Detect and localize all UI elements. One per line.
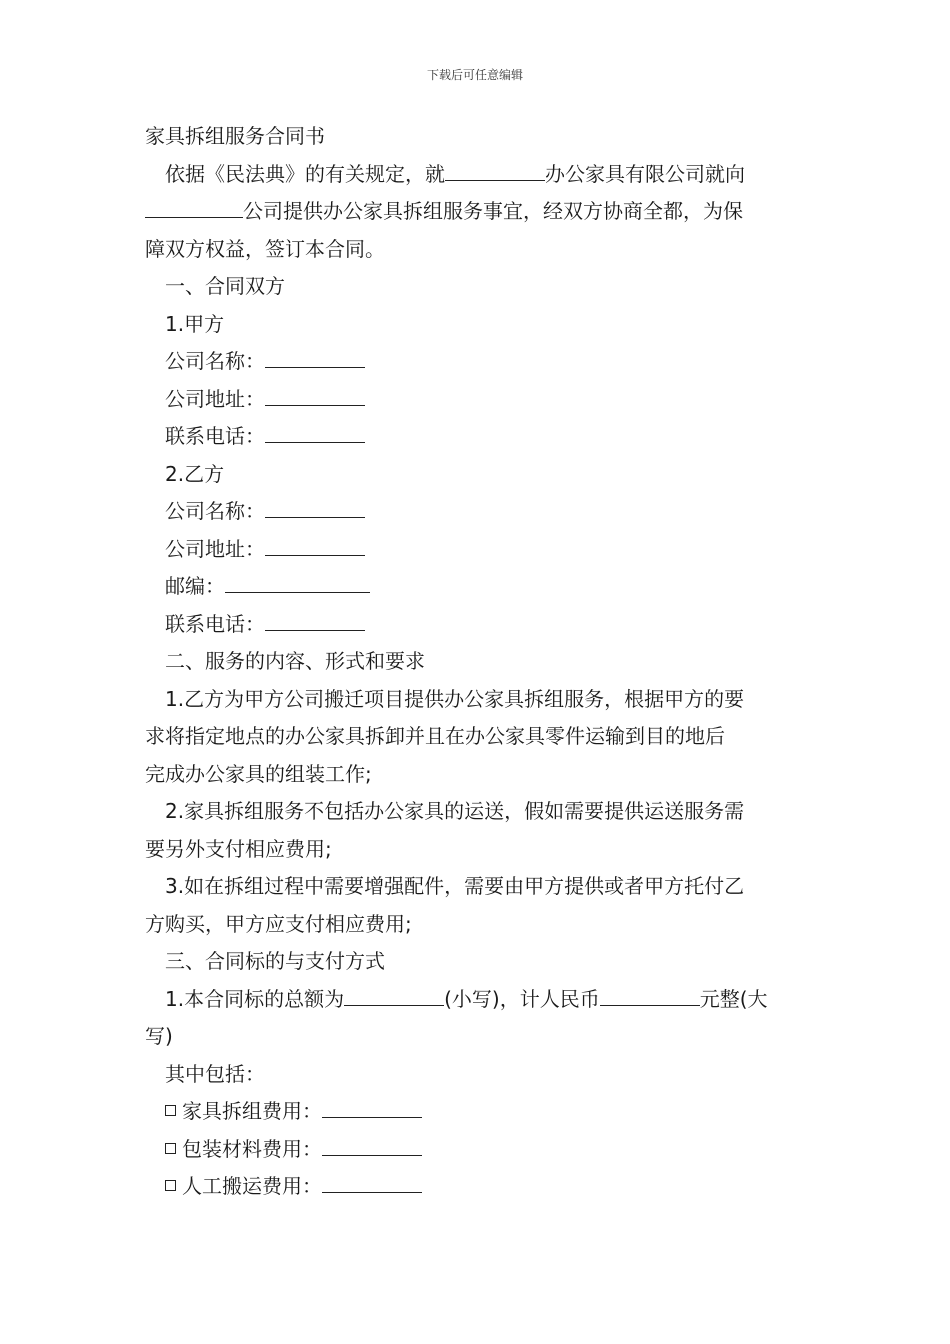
document-title: 家具拆组服务合同书: [145, 124, 325, 148]
amount-line-cont: 写): [145, 1024, 173, 1048]
section-heading: 三、合同标的与支付方式: [165, 949, 385, 973]
fee-label: 包装材料费用：: [182, 1136, 322, 1161]
paragraph-line: 3.如在拆组过程中需要增强配件，需要由甲方提供或者甲方托付乙: [165, 874, 745, 898]
amount-text: 元整(大: [699, 986, 768, 1011]
party-a-phone: [145, 418, 809, 456]
party-b-zip: [145, 568, 809, 606]
checkbox[interactable]: [165, 1180, 176, 1191]
fee-item: [145, 1168, 809, 1206]
party-a-company: [145, 343, 809, 381]
contract-body: [145, 118, 809, 1206]
paragraph-line: 要另外支付相应费用;: [145, 836, 332, 861]
blank-field[interactable]: [145, 193, 243, 218]
paragraph-line: 2.家具拆组服务不包括办公家具的运送，假如需要提供运送服务需: [165, 799, 745, 823]
party-b-label: 2.乙方: [165, 461, 225, 486]
party-b-company: [145, 493, 809, 531]
amount-text: (小写)，计人民币: [444, 986, 600, 1011]
party-b-phone: [145, 606, 809, 644]
field-label: 公司名称：: [165, 349, 265, 373]
field-label: 公司地址：: [165, 386, 265, 411]
blank-field[interactable]: [265, 493, 365, 518]
blank-field[interactable]: [344, 981, 444, 1006]
blank-field[interactable]: [322, 1168, 422, 1193]
blank-field[interactable]: [265, 418, 365, 443]
paragraph-line: 方购买，甲方应支付相应费用;: [145, 911, 412, 936]
intro-line-1: [145, 156, 809, 194]
intro-line-2: [145, 193, 809, 231]
blank-field[interactable]: [322, 1093, 422, 1118]
amount-text: 1.本合同标的总额为: [165, 986, 345, 1011]
fee-item: [145, 1093, 809, 1131]
party-a-label: 1.甲方: [165, 311, 225, 336]
blank-field[interactable]: [322, 1131, 422, 1156]
section-heading: 一、合同双方: [165, 274, 285, 298]
blank-field[interactable]: [265, 606, 365, 631]
field-label: 公司地址：: [165, 536, 265, 561]
fee-label: 家具拆组费用：: [182, 1099, 322, 1123]
blank-field[interactable]: [265, 381, 365, 406]
field-label: 邮编：: [165, 574, 225, 598]
section-heading: 二、服务的内容、形式和要求: [165, 649, 425, 673]
intro-text: 依据《民法典》的有关规定，就: [165, 161, 445, 186]
fee-item: [145, 1131, 809, 1169]
field-label: 联系电话：: [165, 611, 265, 636]
party-a-address: [145, 381, 809, 419]
blank-field[interactable]: [445, 156, 545, 181]
includes-label: 其中包括：: [165, 1061, 265, 1086]
field-label: 公司名称：: [165, 499, 265, 523]
checkbox[interactable]: [165, 1105, 176, 1116]
paragraph-line: 1.乙方为甲方公司搬迁项目提供办公家具拆组服务，根据甲方的要: [165, 686, 745, 711]
intro-text: 办公家具有限公司就向: [545, 161, 745, 186]
fee-label: 人工搬运费用：: [182, 1174, 322, 1198]
party-b-address: [145, 531, 809, 569]
blank-field[interactable]: [225, 568, 370, 593]
paragraph-line: 求将指定地点的办公家具拆卸并且在办公家具零件运输到目的地后: [145, 724, 725, 748]
checkbox[interactable]: [165, 1143, 176, 1154]
page-header: 下载后可任意编辑: [426, 68, 523, 82]
intro-line-3: 障双方权益，签订本合同。: [145, 236, 385, 261]
blank-field[interactable]: [265, 343, 365, 368]
paragraph-line: 完成办公家具的组装工作;: [145, 761, 372, 786]
blank-field[interactable]: [265, 531, 365, 556]
field-label: 联系电话：: [165, 424, 265, 448]
intro-text: 公司提供办公家具拆组服务事宜，经双方协商全都，为保: [243, 199, 743, 223]
amount-line: [145, 981, 809, 1019]
blank-field[interactable]: [600, 981, 700, 1006]
